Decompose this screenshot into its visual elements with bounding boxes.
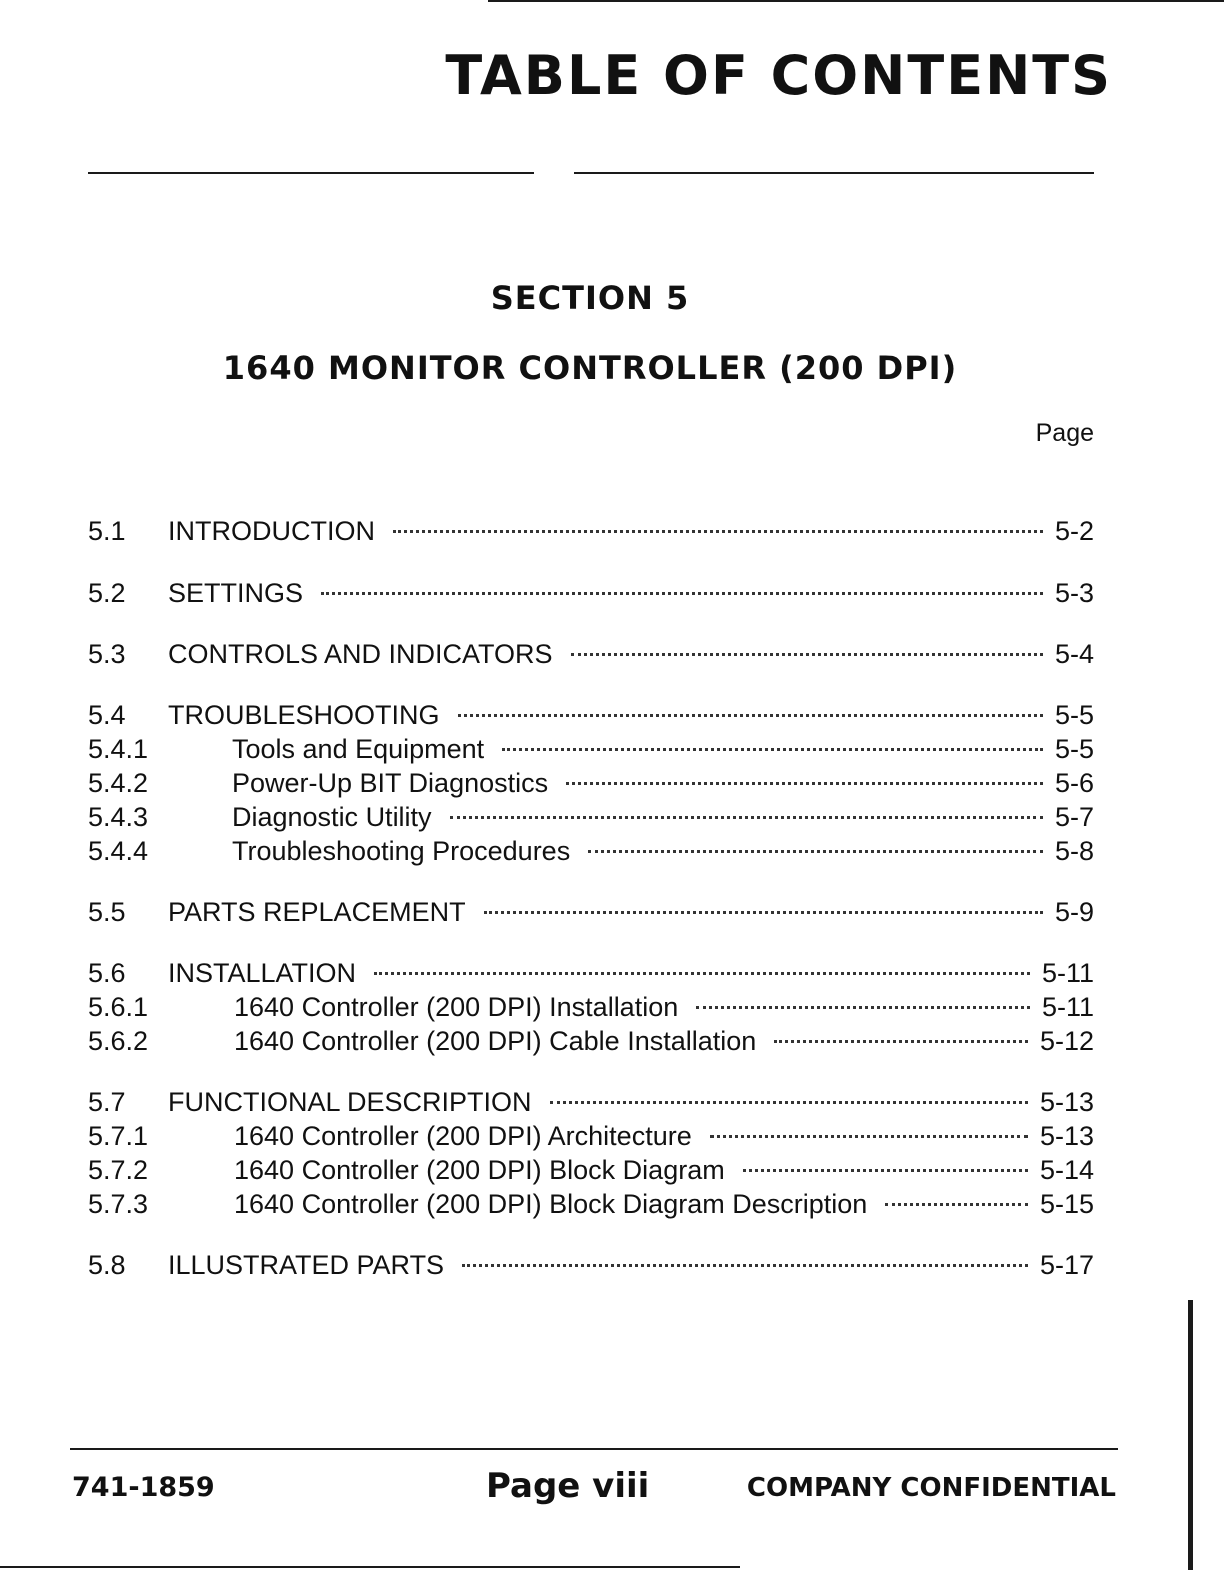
toc-entry[interactable] [88, 990, 1094, 1024]
toc-title: INTRODUCTION [168, 516, 375, 546]
dot-leader [696, 1006, 1030, 1009]
dot-leader [450, 816, 1043, 819]
toc-page: 5-9 [1054, 897, 1094, 927]
toc-number: 5.7 [88, 1087, 126, 1117]
toc-entry[interactable] [88, 834, 1094, 868]
toc-entry[interactable] [88, 895, 1094, 929]
toc-entry[interactable] [88, 956, 1094, 990]
toc-title: INSTALLATION [168, 958, 357, 988]
toc-number: 5.4.1 [88, 734, 149, 764]
toc-page: 5-2 [1054, 516, 1094, 546]
toc-number: 5.6 [88, 958, 126, 988]
dot-leader [321, 592, 1043, 595]
toc-number: 5.6.1 [88, 992, 149, 1022]
toc-page: 5-5 [1054, 734, 1094, 764]
toc-page: 5-14 [1039, 1155, 1094, 1185]
section-heading: SECTION 5 [490, 279, 690, 317]
toc-title: ILLUSTRATED PARTS [168, 1250, 445, 1280]
toc-title: PARTS REPLACEMENT [168, 897, 466, 927]
toc-number: 5.4.3 [88, 802, 149, 832]
toc-entry[interactable] [88, 732, 1094, 766]
dot-leader [462, 1264, 1028, 1267]
toc-title: Troubleshooting Procedures [232, 836, 571, 866]
bottom-edge-rule [0, 1566, 740, 1568]
toc-title: TROUBLESHOOTING [168, 700, 440, 730]
toc-page: 5-11 [1041, 992, 1094, 1022]
toc-page: 5-17 [1039, 1250, 1094, 1280]
toc-number: 5.4.2 [88, 768, 149, 798]
toc-page: 5-15 [1039, 1189, 1094, 1219]
toc-title: 1640 Controller (200 DPI) Installation [234, 992, 679, 1022]
dot-leader [550, 1101, 1028, 1104]
page-title: TABLE OF CONTENTS [445, 44, 1112, 107]
toc-entry[interactable] [88, 1119, 1094, 1153]
toc-page: 5-4 [1054, 639, 1094, 669]
toc-entry[interactable] [88, 1024, 1094, 1058]
toc-page: 5-7 [1054, 802, 1094, 832]
toc-number: 5.4 [88, 700, 126, 730]
toc-title: FUNCTIONAL DESCRIPTION [168, 1087, 532, 1117]
right-margin-rule [1188, 1300, 1193, 1570]
toc-entry[interactable] [88, 576, 1094, 610]
section-subheading: 1640 MONITOR CONTROLLER (200 DPI) [222, 349, 958, 387]
title-rule-left [88, 172, 534, 174]
toc-page: 5-12 [1039, 1026, 1094, 1056]
toc-page: 5-11 [1041, 958, 1094, 988]
toc-entry[interactable] [88, 514, 1094, 548]
toc-title: 1640 Controller (200 DPI) Cable Installation [234, 1026, 757, 1056]
toc-entry[interactable] [88, 1153, 1094, 1187]
toc-number: 5.7.2 [88, 1155, 149, 1185]
dot-leader [374, 972, 1030, 975]
toc-entry[interactable] [88, 1085, 1094, 1119]
confidentiality-notice: COMPANY CONFIDENTIAL [746, 1473, 1116, 1503]
dot-leader [774, 1040, 1028, 1043]
toc-title: SETTINGS [168, 578, 304, 608]
toc-title: 1640 Controller (200 DPI) Block Diagram [234, 1155, 725, 1185]
toc-number: 5.3 [88, 639, 126, 669]
toc-entry[interactable] [88, 1248, 1094, 1282]
dot-leader [566, 782, 1043, 785]
dot-leader [393, 530, 1043, 533]
toc-entry[interactable] [88, 766, 1094, 800]
toc-page: 5-3 [1054, 578, 1094, 608]
toc-number: 5.5 [88, 897, 126, 927]
toc-entry[interactable] [88, 1187, 1094, 1221]
title-rule-right [574, 172, 1094, 174]
toc-number: 5.1 [88, 516, 126, 546]
toc-title: Diagnostic Utility [232, 802, 432, 832]
toc-page: 5-6 [1054, 768, 1094, 798]
toc-entry[interactable] [88, 637, 1094, 671]
toc-number: 5.2 [88, 578, 126, 608]
toc-page: 5-5 [1054, 700, 1094, 730]
toc-title: 1640 Controller (200 DPI) Block Diagram Description [234, 1189, 868, 1219]
dot-leader [885, 1203, 1028, 1206]
top-edge-rule [488, 0, 1224, 2]
toc-number: 5.8 [88, 1250, 126, 1280]
toc-page: 5-8 [1054, 836, 1094, 866]
dot-leader [743, 1169, 1028, 1172]
toc-title: Power-Up BIT Diagnostics [232, 768, 549, 798]
toc-number: 5.7.3 [88, 1189, 149, 1219]
dot-leader [458, 714, 1043, 717]
toc-entry[interactable] [88, 698, 1094, 732]
dot-leader [571, 653, 1043, 656]
page-number: Page viii [486, 1466, 650, 1506]
document-number: 741-1859 [72, 1472, 215, 1503]
toc-page: 5-13 [1039, 1121, 1094, 1151]
dot-leader [502, 748, 1043, 751]
toc-number: 5.6.2 [88, 1026, 149, 1056]
toc-title: Tools and Equipment [232, 734, 485, 764]
footer-rule [70, 1448, 1118, 1450]
toc-number: 5.4.4 [88, 836, 149, 866]
page-column-label: Page [1035, 419, 1094, 447]
toc-title: CONTROLS AND INDICATORS [168, 639, 553, 669]
dot-leader [710, 1135, 1028, 1138]
toc-page: 5-13 [1039, 1087, 1094, 1117]
toc-entry[interactable] [88, 800, 1094, 834]
toc-title: 1640 Controller (200 DPI) Architecture [234, 1121, 692, 1151]
dot-leader [588, 850, 1043, 853]
dot-leader [484, 911, 1043, 914]
toc-number: 5.7.1 [88, 1121, 149, 1151]
